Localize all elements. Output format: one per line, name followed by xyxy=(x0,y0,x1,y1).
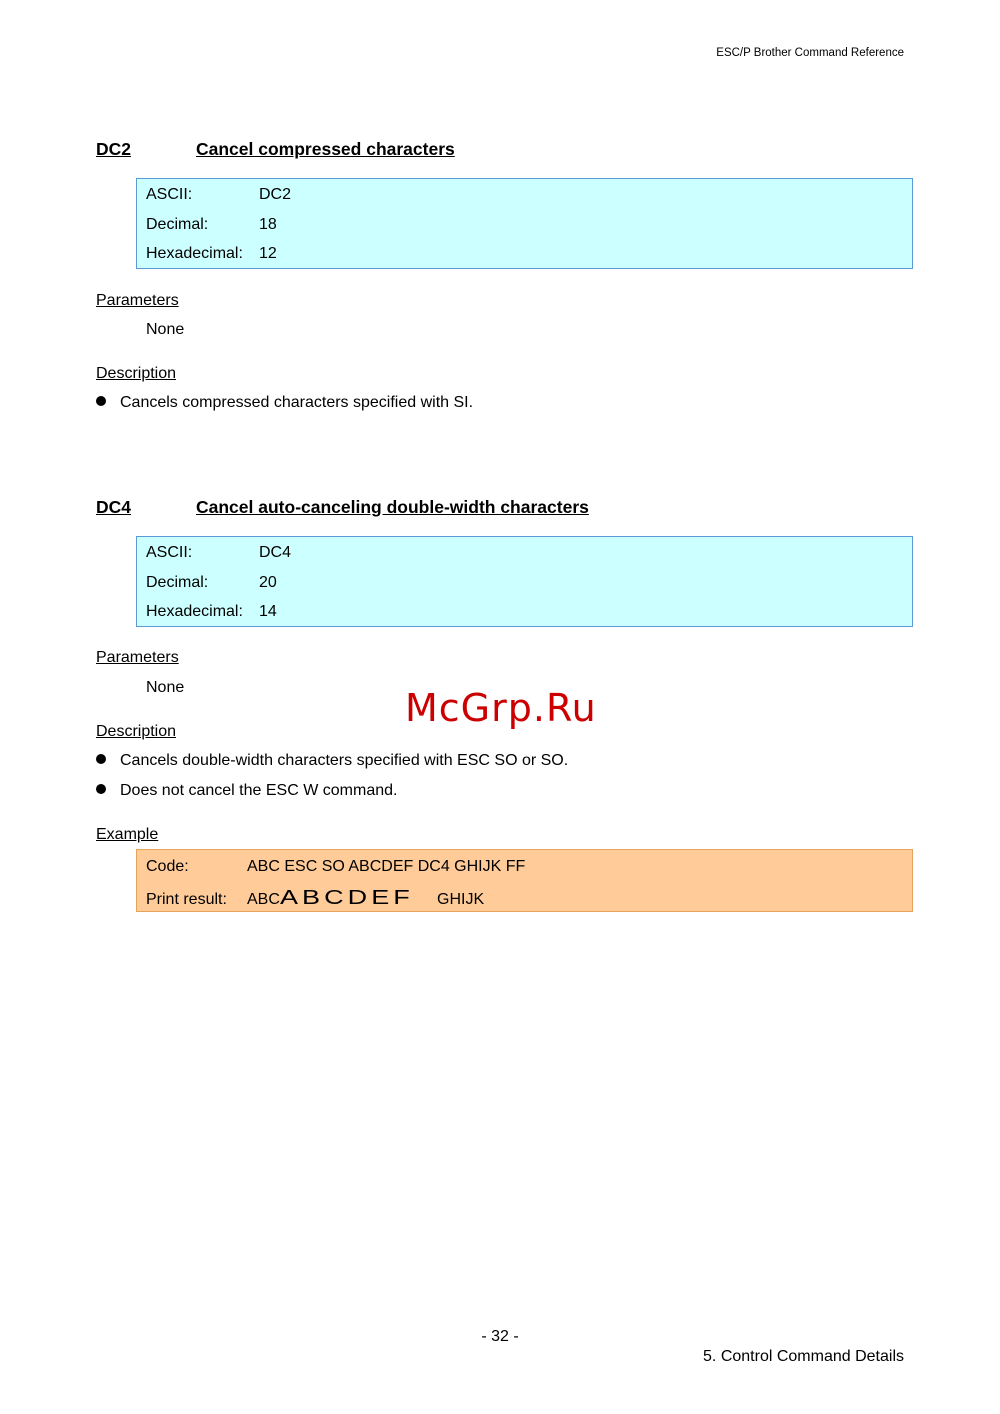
bullet-icon xyxy=(96,754,106,764)
code-box-dc2 xyxy=(136,178,913,269)
example-code-row xyxy=(146,858,525,876)
section-title-dc4 xyxy=(96,497,589,518)
bullet-icon xyxy=(96,396,106,406)
code-row-hex xyxy=(146,603,277,621)
command-title: Cancel auto-canceling double-width characters xyxy=(196,497,589,517)
page-number: - 32 - xyxy=(481,1328,519,1345)
command-title: Cancel compressed characters xyxy=(196,139,455,159)
code-value: 18 xyxy=(259,216,277,233)
code-key: Hexadecimal: xyxy=(146,245,243,262)
code-value: 12 xyxy=(259,245,277,262)
code-value: 20 xyxy=(259,574,277,591)
command-name: DC4 xyxy=(96,497,132,517)
description-text: Cancels compressed characters specified with SI. xyxy=(120,394,474,411)
bullet-icon xyxy=(96,784,106,794)
description-item xyxy=(96,782,397,800)
code-key: ASCII: xyxy=(146,544,193,561)
parameters-label: Parameters xyxy=(96,292,179,309)
parameters-label: Parameters xyxy=(96,649,179,666)
example-label: Example xyxy=(96,826,159,843)
parameters-value: None xyxy=(146,321,185,338)
code-row-decimal xyxy=(146,574,277,592)
description-item xyxy=(96,394,473,412)
footer-chapter: 5. Control Command Details xyxy=(703,1348,904,1365)
watermark: McGrp.Ru xyxy=(405,686,597,730)
description-label: Description xyxy=(96,723,177,740)
example-key: Code: xyxy=(146,858,189,875)
example-result-row xyxy=(146,887,484,910)
example-code: ABC ESC SO ABCDEF DC4 GHIJK FF xyxy=(247,858,526,875)
description-text: Does not cancel the ESC W command. xyxy=(120,782,398,799)
code-value: DC4 xyxy=(259,544,292,561)
result-suffix: GHIJK xyxy=(437,891,485,908)
example-key: Print result: xyxy=(146,891,227,908)
code-row-hex xyxy=(146,245,277,263)
code-box-dc4 xyxy=(136,536,913,627)
code-value: 14 xyxy=(259,603,277,620)
example-box xyxy=(136,849,913,912)
code-value: DC2 xyxy=(259,186,292,203)
code-row-ascii xyxy=(146,186,291,204)
result-wide: ABCDEF xyxy=(279,887,414,909)
code-key: Decimal: xyxy=(146,574,209,591)
description-label: Description xyxy=(96,365,177,382)
result-prefix: ABC xyxy=(247,891,280,908)
section-title-dc2 xyxy=(96,139,455,160)
description-item xyxy=(96,752,568,770)
code-row-decimal xyxy=(146,216,277,234)
code-key: Decimal: xyxy=(146,216,209,233)
code-row-ascii xyxy=(146,544,291,562)
code-key: ASCII: xyxy=(146,186,193,203)
code-key: Hexadecimal: xyxy=(146,603,243,620)
parameters-value: None xyxy=(146,679,185,696)
command-name: DC2 xyxy=(96,139,132,159)
description-text: Cancels double-width characters specified with ESC SO or SO. xyxy=(120,752,569,769)
header-reference: ESC/P Brother Command Reference xyxy=(716,47,904,59)
